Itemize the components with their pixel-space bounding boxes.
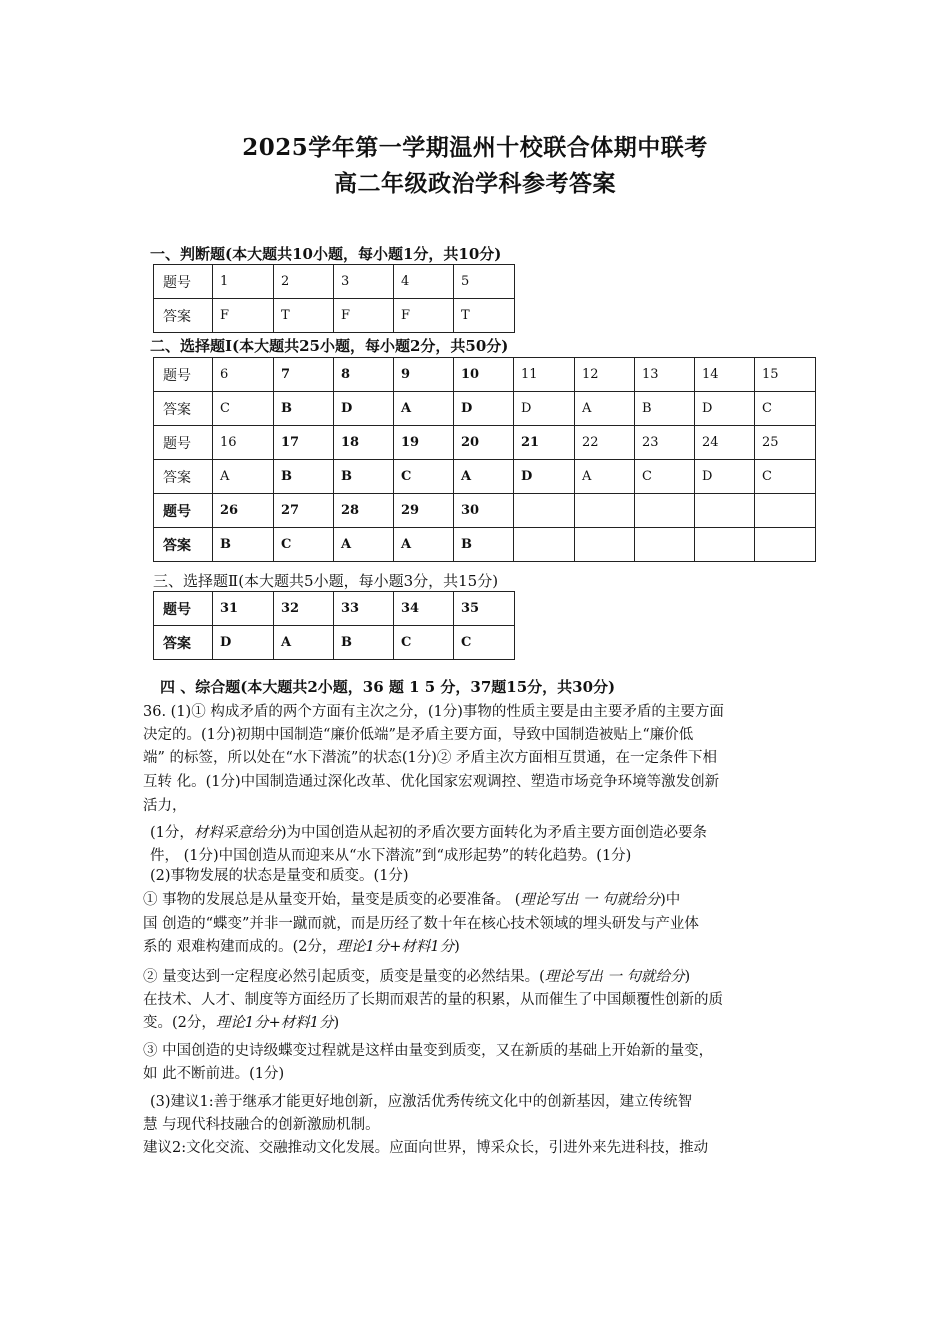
answer-cell: B — [274, 460, 334, 494]
answer-cell: B — [635, 392, 695, 426]
answer-cell: D — [514, 392, 575, 426]
answer-cell — [755, 528, 816, 562]
section1-table — [153, 264, 515, 333]
answer-cell: F — [394, 299, 454, 333]
row-label-answer: 答案 — [154, 299, 213, 333]
answer-cell: C — [274, 528, 334, 562]
answer-cell: B — [213, 528, 274, 562]
answer-cell: T — [454, 299, 515, 333]
question-number: 19 — [394, 426, 454, 460]
answer-cell: T — [274, 299, 334, 333]
answer-text-line: 决定的。(1分)初期中国制造“廉价低端”是矛盾主要方面，导致中国制造被贴上“廉价低 — [143, 727, 694, 743]
table-row — [154, 494, 816, 528]
question-number: 33 — [334, 592, 394, 626]
answer-cell: C — [454, 626, 515, 660]
answer-cell — [635, 528, 695, 562]
answer-cell: D — [514, 460, 575, 494]
question-number — [514, 494, 575, 528]
answer-text-line — [143, 889, 680, 912]
question-number — [575, 494, 635, 528]
question-number: 9 — [394, 358, 454, 392]
section1-heading: 一、判断题(本大题共10小题，每小题1分，共10分) — [150, 245, 502, 263]
answer-text-line — [143, 966, 690, 989]
question-number: 17 — [274, 426, 334, 460]
answer-text-line: (3)建议1:善于继承才能更好地创新，应激活优秀传统文化中的创新基因，建立传统智 — [150, 1094, 693, 1110]
answer-cell: C — [755, 392, 816, 426]
question-number — [755, 494, 816, 528]
question-number: 24 — [695, 426, 755, 460]
question-number: 31 — [213, 592, 274, 626]
answer-cell: A — [213, 460, 274, 494]
table-row — [154, 392, 816, 426]
answer-text-line: (2)事物发展的状态是量变和质变。(1分) — [150, 868, 409, 884]
answer-text-line: 在技术、人才、制度等方面经历了长期而艰苦的量的积累，从而催生了中国颠覆性创新的质 — [143, 992, 723, 1008]
question-number: 10 — [454, 358, 514, 392]
row-label-question: 题号 — [154, 358, 213, 392]
answer-cell: B — [334, 626, 394, 660]
table-row — [154, 358, 816, 392]
scoring-note: 理论写出 一 句就给分 — [520, 892, 661, 908]
question-number — [635, 494, 695, 528]
section2-table — [153, 357, 816, 562]
answer-text-line: 慧 与现代科技融合的创新激励机制。 — [143, 1117, 380, 1133]
scoring-note: 理论1分+材料1分 — [215, 1015, 334, 1031]
question-number: 11 — [514, 358, 575, 392]
scoring-note: 理论写出 一 句就给分 — [544, 969, 685, 985]
question-number: 16 — [213, 426, 274, 460]
question-number: 30 — [454, 494, 514, 528]
answer-text-line: ③ 中国创造的史诗级蝶变过程就是这样由量变到质变，又在新质的基础上开始新的量变， — [143, 1043, 714, 1059]
scoring-note: 材料采意给分 — [193, 825, 281, 841]
question-number: 28 — [334, 494, 394, 528]
text-part: 系的 艰难构建而成的。(2分， — [143, 939, 337, 955]
row-label-answer: 答案 — [154, 460, 213, 494]
row-label-answer: 答案 — [154, 626, 213, 660]
table-row — [154, 592, 515, 626]
page-title-line1: 2025学年第一学期温州十校联合体期中联考 — [242, 134, 708, 161]
question-number: 5 — [454, 265, 515, 299]
answer-text-line: 国 创造的“蝶变”并非一蹴而就，而是历经了数十年在核心技术领域的埋头研发与产业体 — [143, 916, 699, 932]
question-number: 2 — [274, 265, 334, 299]
table-row — [154, 299, 515, 333]
answer-text-line: 如 此不断前进。(1分) — [143, 1066, 285, 1082]
question-number: 25 — [755, 426, 816, 460]
answer-text-line: 端” 的标签，所以处在“水下潜流”的状态(1分)② 矛盾主次方面相互贯通，在一定条件下相 — [143, 750, 717, 766]
answer-cell: A — [575, 460, 635, 494]
question-number: 12 — [575, 358, 635, 392]
text-part: )中 — [660, 892, 681, 908]
answer-cell: A — [575, 392, 635, 426]
answer-cell: F — [213, 299, 274, 333]
question-number: 22 — [575, 426, 635, 460]
answer-text-line — [150, 822, 707, 845]
answer-cell: B — [454, 528, 514, 562]
row-label-answer: 答案 — [154, 528, 213, 562]
question-number: 1 — [213, 265, 274, 299]
row-label-question: 题号 — [154, 592, 213, 626]
table-row — [154, 460, 816, 494]
answer-cell: A — [394, 392, 454, 426]
answer-text-line: 活力， — [143, 798, 187, 814]
question-number: 32 — [274, 592, 334, 626]
answer-text-line: 件， (1分)中国创造从而迎来从“水下潜流”到“成形起势”的转化趋势。(1分) — [150, 848, 632, 864]
text-part: ) — [684, 969, 691, 985]
answer-cell: A — [454, 460, 514, 494]
answer-cell: C — [213, 392, 274, 426]
question-number: 18 — [334, 426, 394, 460]
question-number: 23 — [635, 426, 695, 460]
row-label-answer: 答案 — [154, 392, 213, 426]
answer-cell: C — [635, 460, 695, 494]
answer-cell: B — [334, 460, 394, 494]
text-part: ① 事物的发展总是从量变开始，量变是质变的必要准备。 ( — [143, 892, 521, 908]
question-number: 3 — [334, 265, 394, 299]
question-number: 15 — [755, 358, 816, 392]
table-row — [154, 265, 515, 299]
answer-cell: D — [454, 392, 514, 426]
answer-text-line — [143, 1012, 339, 1035]
answer-cell: C — [755, 460, 816, 494]
row-label-question: 题号 — [154, 426, 213, 460]
question-number: 7 — [274, 358, 334, 392]
answer-cell: B — [274, 392, 334, 426]
text-part: (1分， — [150, 825, 194, 841]
row-label-question: 题号 — [154, 494, 213, 528]
question-number: 34 — [394, 592, 454, 626]
page-title-line2: 高二年级政治学科参考答案 — [334, 170, 616, 197]
question-number: 6 — [213, 358, 274, 392]
answer-cell: A — [334, 528, 394, 562]
answer-cell — [514, 528, 575, 562]
answer-cell: D — [213, 626, 274, 660]
answer-cell: D — [334, 392, 394, 426]
answer-cell — [575, 528, 635, 562]
question-number: 14 — [695, 358, 755, 392]
question-number: 21 — [514, 426, 575, 460]
answer-text-line: 建议2:文化交流、交融推动文化发展。应面向世界，博采众长，引进外来先进科技，推动 — [143, 1140, 709, 1156]
answer-cell: D — [695, 460, 755, 494]
text-part: ) — [454, 939, 460, 955]
answer-cell: F — [334, 299, 394, 333]
question-number: 8 — [334, 358, 394, 392]
answer-cell: A — [394, 528, 454, 562]
section2-heading: 二、选择题Ⅰ(本大题共25小题，每小题2分，共50分) — [150, 337, 509, 355]
table-row — [154, 626, 515, 660]
question-number: 20 — [454, 426, 514, 460]
table-row — [154, 426, 816, 460]
answer-cell: A — [274, 626, 334, 660]
answer-text-line: 互转 化。(1分)中国制造通过深化改革、优化国家宏观调控、塑造市场竞争环境等激发创新 — [143, 774, 720, 790]
answer-cell: D — [695, 392, 755, 426]
question-number: 35 — [454, 592, 515, 626]
section3-table — [153, 591, 515, 660]
answer-text-line: 36. (1)① 构成矛盾的两个方面有主次之分，(1分)事物的性质主要是由主要矛盾的主要方面 — [143, 704, 724, 720]
scoring-note: 理论1分+材料1分 — [336, 939, 455, 955]
text-part: ) — [333, 1015, 340, 1031]
text-part: 变。(2分， — [143, 1015, 216, 1031]
answer-cell: C — [394, 460, 454, 494]
text-part: )为中国创造从起初的矛盾次要方面转化为矛盾主要方面创造必要条 — [280, 825, 708, 841]
question-number — [695, 494, 755, 528]
question-number: 27 — [274, 494, 334, 528]
answer-text-line — [143, 936, 460, 959]
text-part: ② 量变达到一定程度必然引起质变，质变是量变的必然结果。( — [143, 969, 545, 985]
question-number: 13 — [635, 358, 695, 392]
question-number: 29 — [394, 494, 454, 528]
answer-cell: C — [394, 626, 454, 660]
section3-heading: 三、选择题Ⅱ(本大题共5小题，每小题3分，共15分) — [153, 572, 499, 590]
question-number: 26 — [213, 494, 274, 528]
table-row — [154, 528, 816, 562]
section4-heading: 四 、综合题(本大题共2小题，36 题 1 5 分，37题15分，共30分) — [160, 678, 616, 696]
answer-cell — [695, 528, 755, 562]
question-number: 4 — [394, 265, 454, 299]
row-label-question: 题号 — [154, 265, 213, 299]
